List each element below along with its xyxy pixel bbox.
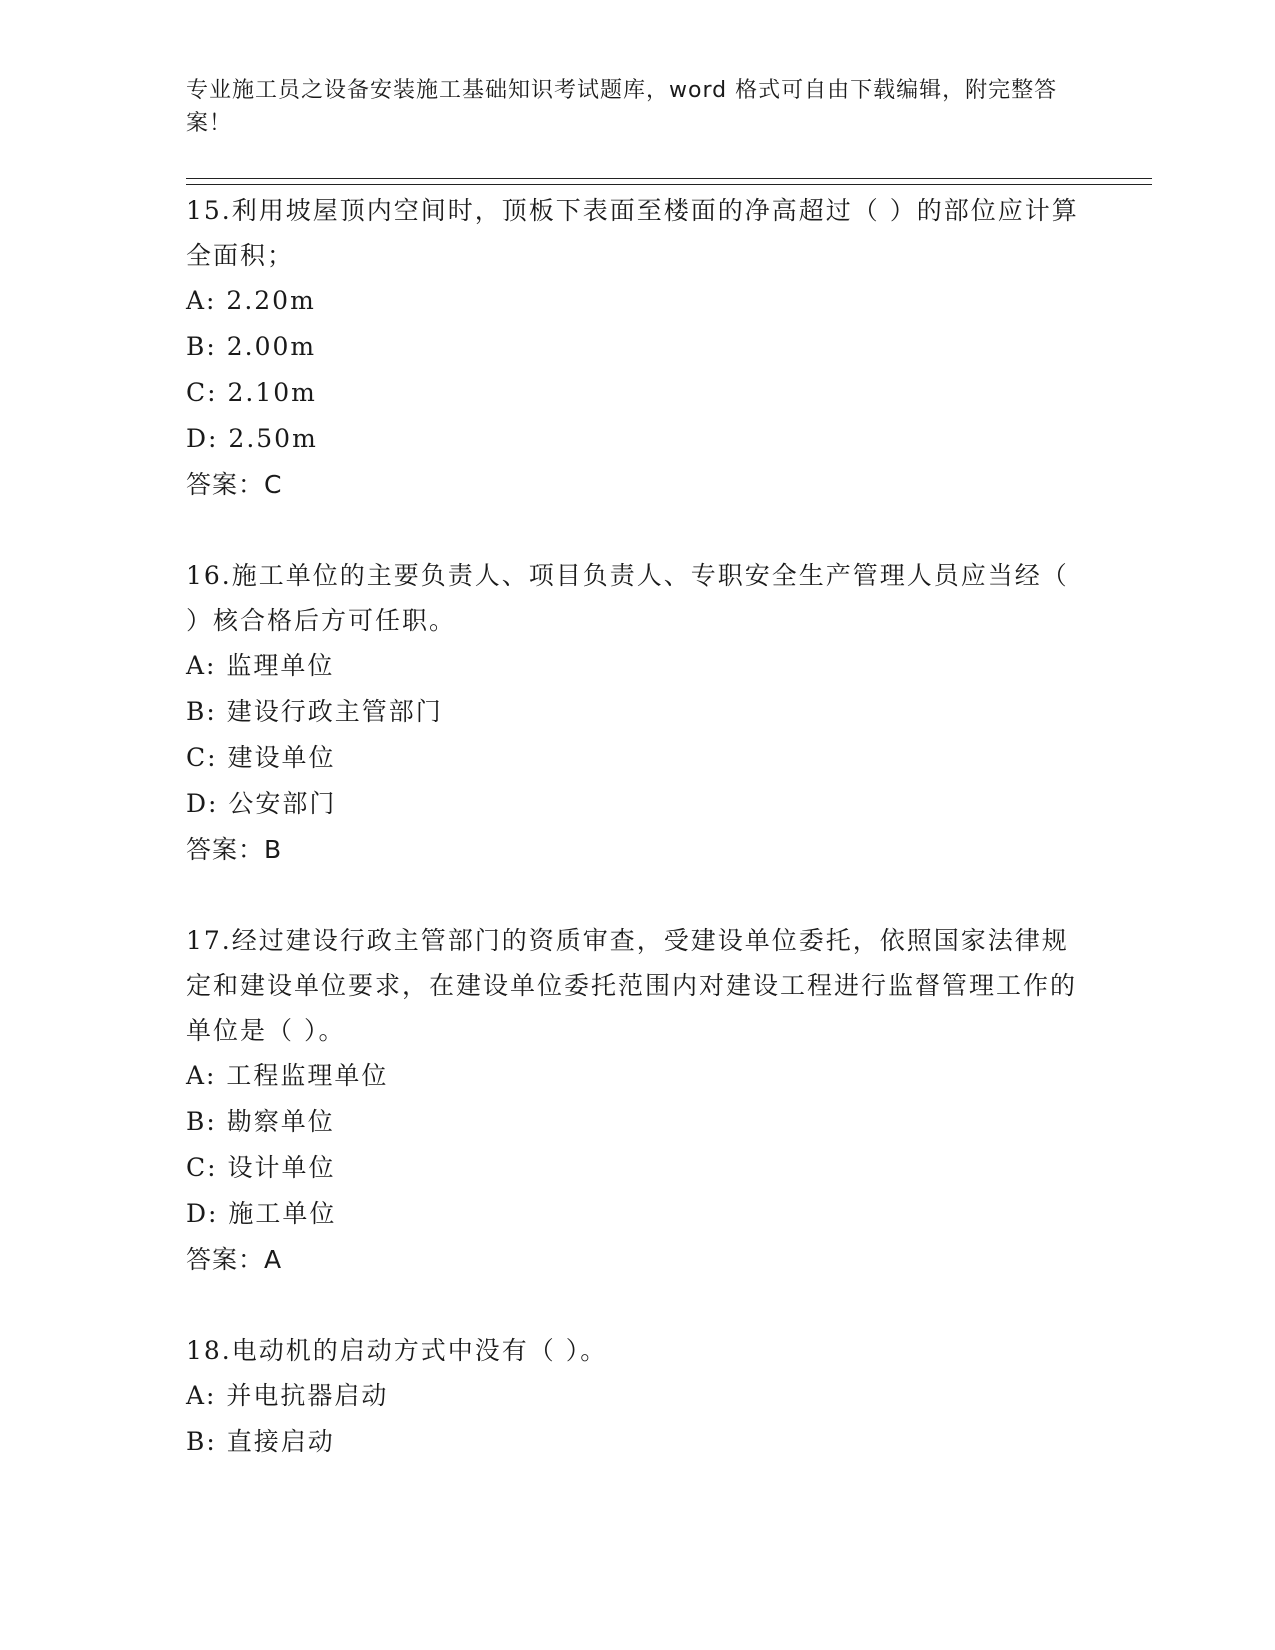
question-stem: 16.施工单位的主要负责人、项目负责人、专职安全生产管理人员应当经（ ）核合格后方可任职。: [186, 561, 1069, 635]
option-c: C: 设计单位: [186, 1153, 336, 1182]
option-b: B: 勘察单位: [186, 1107, 335, 1136]
option-d: D: 施工单位: [186, 1199, 337, 1228]
option-a: A: 监理单位: [186, 651, 335, 680]
option-a: A: 2.20m: [186, 286, 316, 315]
answer: 答案：B: [186, 835, 283, 864]
option-d: D: 2.50m: [186, 424, 318, 453]
question-stem: 15.利用坡屋顶内空间时，顶板下表面至楼面的净高超过（ ）的部位应计算全面积；: [186, 196, 1079, 270]
answer: 答案：A: [186, 1245, 283, 1274]
question-15: [186, 188, 1086, 507]
question-16: [186, 553, 1086, 872]
header-divider-bottom: [186, 184, 1152, 185]
option-a: A: 工程监理单位: [186, 1061, 389, 1090]
document-header: 专业施工员之设备安装施工基础知识考试题库，word 格式可自由下载编辑，附完整答案！: [186, 78, 1058, 136]
answer: 答案：C: [186, 470, 283, 499]
option-b: B: 2.00m: [186, 332, 317, 361]
option-d: D: 公安部门: [186, 789, 337, 818]
option-c: C: 建设单位: [186, 743, 336, 772]
header-divider-top: [186, 178, 1152, 179]
option-c: C: 2.10m: [186, 378, 317, 407]
option-b: B: 建设行政主管部门: [186, 697, 443, 726]
question-stem: 18.电动机的启动方式中没有（ ）。: [186, 1336, 608, 1365]
question-17: [186, 918, 1086, 1282]
option-b: B: 直接启动: [186, 1427, 335, 1456]
question-stem: 17.经过建设行政主管部门的资质审查，受建设单位委托，依照国家法律规定和建设单位要求，在建设单位委托范围内对建设工程进行监督管理工作的单位是（ ）。: [186, 926, 1078, 1045]
question-18: [186, 1328, 1086, 1465]
option-a: A: 并电抗器启动: [186, 1381, 389, 1410]
